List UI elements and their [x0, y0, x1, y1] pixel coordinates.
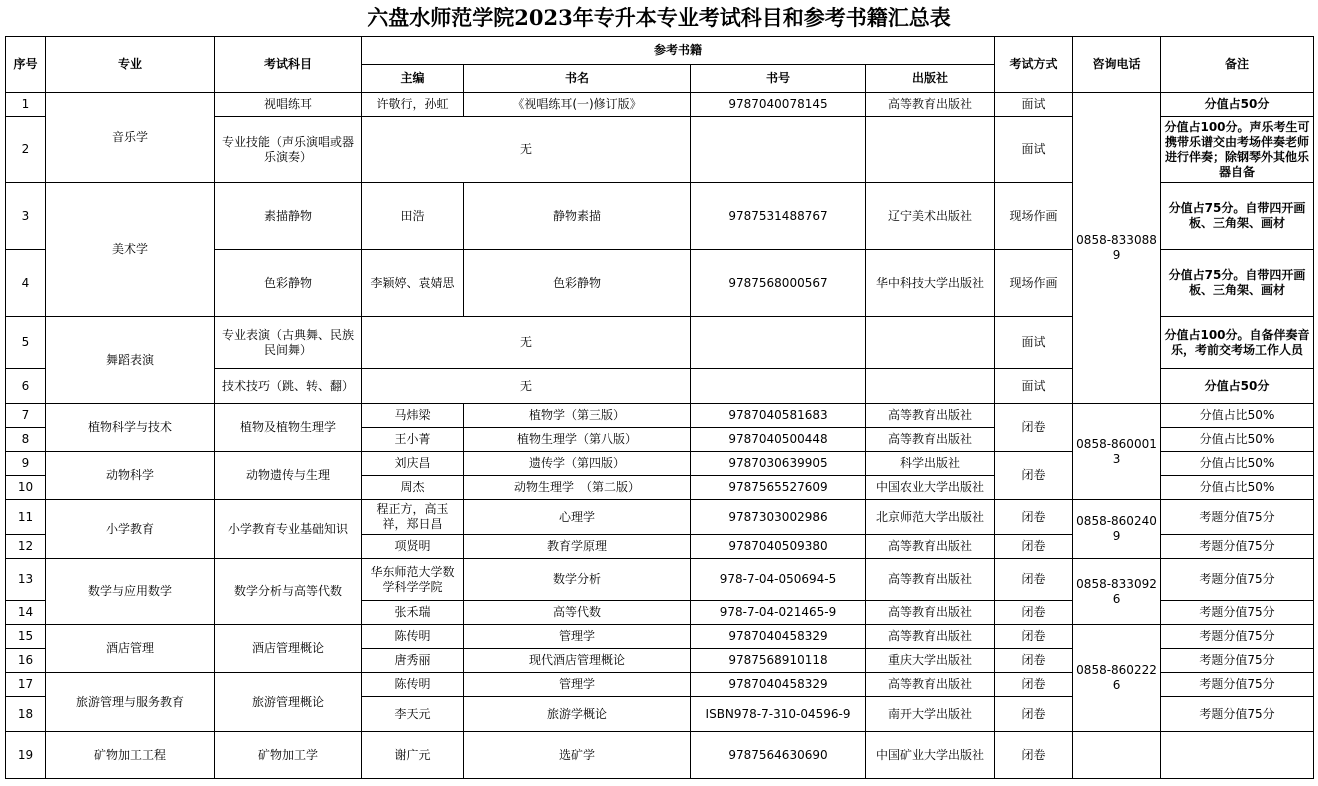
method-cell: 闭卷 — [995, 649, 1073, 673]
table-row — [6, 732, 1314, 779]
subject-cell: 色彩静物 — [215, 250, 362, 317]
isbn-cell: 9787040581683 — [691, 404, 866, 428]
exam-summary-table — [5, 36, 1314, 779]
editor-cell: 唐秀丽 — [362, 649, 464, 673]
header-phone: 咨询电话 — [1073, 37, 1161, 93]
table-row — [6, 404, 1314, 428]
book-cell: 植物生理学（第八版） — [464, 428, 691, 452]
header-editor: 主编 — [362, 65, 464, 93]
note-cell: 考题分值75分 — [1161, 559, 1314, 601]
header-book-name: 书名 — [464, 65, 691, 93]
book-cell: 数学分析 — [464, 559, 691, 601]
publisher-cell — [866, 317, 995, 369]
major-cell: 酒店管理 — [46, 625, 215, 673]
method-cell: 闭卷 — [995, 732, 1073, 779]
book-cell: 植物学（第三版） — [464, 404, 691, 428]
editor-cell: 程正方，高玉祥，郑日昌 — [362, 500, 464, 535]
publisher-cell: 高等教育出版社 — [866, 625, 995, 649]
row-index: 15 — [6, 625, 46, 649]
note-cell: 考题分值75分 — [1161, 535, 1314, 559]
page-title: 六盘水师范学院2023年专升本专业考试科目和参考书籍汇总表 — [367, 5, 951, 30]
header-books-group: 参考书籍 — [362, 37, 995, 65]
publisher-cell — [866, 117, 995, 183]
book-cell: 管理学 — [464, 673, 691, 697]
row-index: 10 — [6, 476, 46, 500]
editor-cell: 谢广元 — [362, 732, 464, 779]
editor-cell: 张禾瑞 — [362, 601, 464, 625]
note-cell: 分值占100分。自备伴奏音乐，考前交考场工作人员 — [1161, 317, 1314, 369]
row-index: 9 — [6, 452, 46, 476]
row-index: 17 — [6, 673, 46, 697]
method-cell: 闭卷 — [995, 625, 1073, 649]
phone-cell — [1073, 732, 1161, 779]
phone-cell: 0858-8330926 — [1073, 559, 1161, 625]
isbn-cell: 9787303002986 — [691, 500, 866, 535]
subject-cell: 技术技巧（跳、转、翻） — [215, 369, 362, 404]
row-index: 19 — [6, 732, 46, 779]
note-cell: 分值占比50% — [1161, 404, 1314, 428]
method-cell: 闭卷 — [995, 500, 1073, 535]
note-cell: 考题分值75分 — [1161, 673, 1314, 697]
table-row — [6, 500, 1314, 535]
major-cell: 音乐学 — [46, 93, 215, 183]
publisher-cell: 华中科技大学出版社 — [866, 250, 995, 317]
subject-cell: 视唱练耳 — [215, 93, 362, 117]
method-cell: 闭卷 — [995, 697, 1073, 732]
method-cell: 现场作画 — [995, 183, 1073, 250]
subject-cell: 数学分析与高等代数 — [215, 559, 362, 625]
note-cell: 分值占比50% — [1161, 452, 1314, 476]
book-cell: 无 — [362, 117, 691, 183]
isbn-cell: 9787040078145 — [691, 93, 866, 117]
subject-cell: 专业技能（声乐演唱或器乐演奏） — [215, 117, 362, 183]
method-cell: 现场作画 — [995, 250, 1073, 317]
editor-cell: 华东师范大学数学科学学院 — [362, 559, 464, 601]
isbn-cell: 9787568000567 — [691, 250, 866, 317]
book-cell: 高等代数 — [464, 601, 691, 625]
phone-cell: 0858-8602409 — [1073, 500, 1161, 559]
row-index: 1 — [6, 93, 46, 117]
row-index: 13 — [6, 559, 46, 601]
header-index: 序号 — [6, 37, 46, 93]
major-cell: 舞蹈表演 — [46, 317, 215, 404]
method-cell: 面试 — [995, 317, 1073, 369]
book-cell: 心理学 — [464, 500, 691, 535]
subject-cell: 植物及植物生理学 — [215, 404, 362, 452]
book-cell: 管理学 — [464, 625, 691, 649]
subject-cell: 动物遗传与生理 — [215, 452, 362, 500]
publisher-cell: 中国矿业大学出版社 — [866, 732, 995, 779]
editor-cell: 田浩 — [362, 183, 464, 250]
row-index: 18 — [6, 697, 46, 732]
method-cell: 面试 — [995, 93, 1073, 117]
isbn-cell: 9787040458329 — [691, 625, 866, 649]
isbn-cell — [691, 369, 866, 404]
book-cell: 静物素描 — [464, 183, 691, 250]
method-cell: 闭卷 — [995, 404, 1073, 452]
book-cell: 旅游学概论 — [464, 697, 691, 732]
method-cell: 闭卷 — [995, 601, 1073, 625]
book-cell: 教育学原理 — [464, 535, 691, 559]
isbn-cell: 9787564630690 — [691, 732, 866, 779]
editor-cell: 周杰 — [362, 476, 464, 500]
subject-cell: 酒店管理概论 — [215, 625, 362, 673]
row-index: 7 — [6, 404, 46, 428]
note-cell: 考题分值75分 — [1161, 500, 1314, 535]
row-index: 5 — [6, 317, 46, 369]
publisher-cell: 高等教育出版社 — [866, 93, 995, 117]
book-cell: 遗传学（第四版） — [464, 452, 691, 476]
publisher-cell: 辽宁美术出版社 — [866, 183, 995, 250]
book-cell: 无 — [362, 317, 691, 369]
isbn-cell: 9787040509380 — [691, 535, 866, 559]
method-cell: 面试 — [995, 369, 1073, 404]
publisher-cell: 高等教育出版社 — [866, 673, 995, 697]
isbn-cell: 9787568910118 — [691, 649, 866, 673]
note-cell — [1161, 732, 1314, 779]
editor-cell: 王小菁 — [362, 428, 464, 452]
book-cell: 《视唱练耳(一)修订版》 — [464, 93, 691, 117]
book-cell: 无 — [362, 369, 691, 404]
editor-cell: 李颖婷、袁婧思 — [362, 250, 464, 317]
table-row — [6, 559, 1314, 601]
header-notes: 备注 — [1161, 37, 1314, 93]
method-cell: 闭卷 — [995, 452, 1073, 500]
publisher-cell: 高等教育出版社 — [866, 404, 995, 428]
row-index: 8 — [6, 428, 46, 452]
row-index: 2 — [6, 117, 46, 183]
publisher-cell: 高等教育出版社 — [866, 601, 995, 625]
row-index: 16 — [6, 649, 46, 673]
isbn-cell: ISBN978-7-310-04596-9 — [691, 697, 866, 732]
header-subject: 考试科目 — [215, 37, 362, 93]
book-cell: 动物生理学 （第二版） — [464, 476, 691, 500]
method-cell: 闭卷 — [995, 535, 1073, 559]
editor-cell: 陈传明 — [362, 625, 464, 649]
isbn-cell: 9787040458329 — [691, 673, 866, 697]
editor-cell: 项贤明 — [362, 535, 464, 559]
note-cell: 分值占50分 — [1161, 369, 1314, 404]
note-cell: 分值占100分。声乐考生可携带乐谱交由考场伴奏老师进行伴奏；除钢琴外其他乐器自备 — [1161, 117, 1314, 183]
phone-cell: 0858-8330889 — [1073, 93, 1161, 404]
row-index: 4 — [6, 250, 46, 317]
note-cell: 分值占比50% — [1161, 476, 1314, 500]
major-cell: 矿物加工工程 — [46, 732, 215, 779]
phone-cell: 0858-8600013 — [1073, 404, 1161, 500]
method-cell: 面试 — [995, 117, 1073, 183]
row-index: 6 — [6, 369, 46, 404]
subject-cell: 素描静物 — [215, 183, 362, 250]
publisher-cell: 高等教育出版社 — [866, 559, 995, 601]
note-cell: 考题分值75分 — [1161, 649, 1314, 673]
subject-cell: 矿物加工学 — [215, 732, 362, 779]
subject-cell: 旅游管理概论 — [215, 673, 362, 732]
publisher-cell: 南开大学出版社 — [866, 697, 995, 732]
publisher-cell: 高等教育出版社 — [866, 535, 995, 559]
method-cell: 闭卷 — [995, 673, 1073, 697]
major-cell: 小学教育 — [46, 500, 215, 559]
isbn-cell: 9787040500448 — [691, 428, 866, 452]
publisher-cell: 中国农业大学出版社 — [866, 476, 995, 500]
header-major: 专业 — [46, 37, 215, 93]
note-cell: 考题分值75分 — [1161, 601, 1314, 625]
isbn-cell — [691, 317, 866, 369]
row-index: 14 — [6, 601, 46, 625]
method-cell: 闭卷 — [995, 559, 1073, 601]
book-cell: 选矿学 — [464, 732, 691, 779]
isbn-cell: 9787531488767 — [691, 183, 866, 250]
note-cell: 分值占75分。自带四开画板、三角架、画材 — [1161, 183, 1314, 250]
note-cell: 考题分值75分 — [1161, 697, 1314, 732]
editor-cell: 马炜梁 — [362, 404, 464, 428]
note-cell: 分值占50分 — [1161, 93, 1314, 117]
row-index: 11 — [6, 500, 46, 535]
isbn-cell — [691, 117, 866, 183]
row-index: 3 — [6, 183, 46, 250]
header-method: 考试方式 — [995, 37, 1073, 93]
major-cell: 旅游管理与服务教育 — [46, 673, 215, 732]
editor-cell: 李天元 — [362, 697, 464, 732]
editor-cell: 许敬行，孙虹 — [362, 93, 464, 117]
isbn-cell: 9787565527609 — [691, 476, 866, 500]
publisher-cell — [866, 369, 995, 404]
subject-cell: 专业表演（古典舞、民族民间舞） — [215, 317, 362, 369]
editor-cell: 陈传明 — [362, 673, 464, 697]
note-cell: 考题分值75分 — [1161, 625, 1314, 649]
note-cell: 分值占75分。自带四开画板、三角架、画材 — [1161, 250, 1314, 317]
publisher-cell: 科学出版社 — [866, 452, 995, 476]
major-cell: 动物科学 — [46, 452, 215, 500]
publisher-cell: 高等教育出版社 — [866, 428, 995, 452]
header-isbn: 书号 — [691, 65, 866, 93]
major-cell: 美术学 — [46, 183, 215, 317]
major-cell: 植物科学与技术 — [46, 404, 215, 452]
table-row — [6, 93, 1314, 117]
book-cell: 色彩静物 — [464, 250, 691, 317]
major-cell: 数学与应用数学 — [46, 559, 215, 625]
header-publisher: 出版社 — [866, 65, 995, 93]
phone-cell: 0858-8602226 — [1073, 625, 1161, 732]
publisher-cell: 北京师范大学出版社 — [866, 500, 995, 535]
editor-cell: 刘庆昌 — [362, 452, 464, 476]
subject-cell: 小学教育专业基础知识 — [215, 500, 362, 559]
note-cell: 分值占比50% — [1161, 428, 1314, 452]
book-cell: 现代酒店管理概论 — [464, 649, 691, 673]
isbn-cell: 978-7-04-050694-5 — [691, 559, 866, 601]
publisher-cell: 重庆大学出版社 — [866, 649, 995, 673]
row-index: 12 — [6, 535, 46, 559]
table-row — [6, 625, 1314, 649]
isbn-cell: 978-7-04-021465-9 — [691, 601, 866, 625]
isbn-cell: 9787030639905 — [691, 452, 866, 476]
